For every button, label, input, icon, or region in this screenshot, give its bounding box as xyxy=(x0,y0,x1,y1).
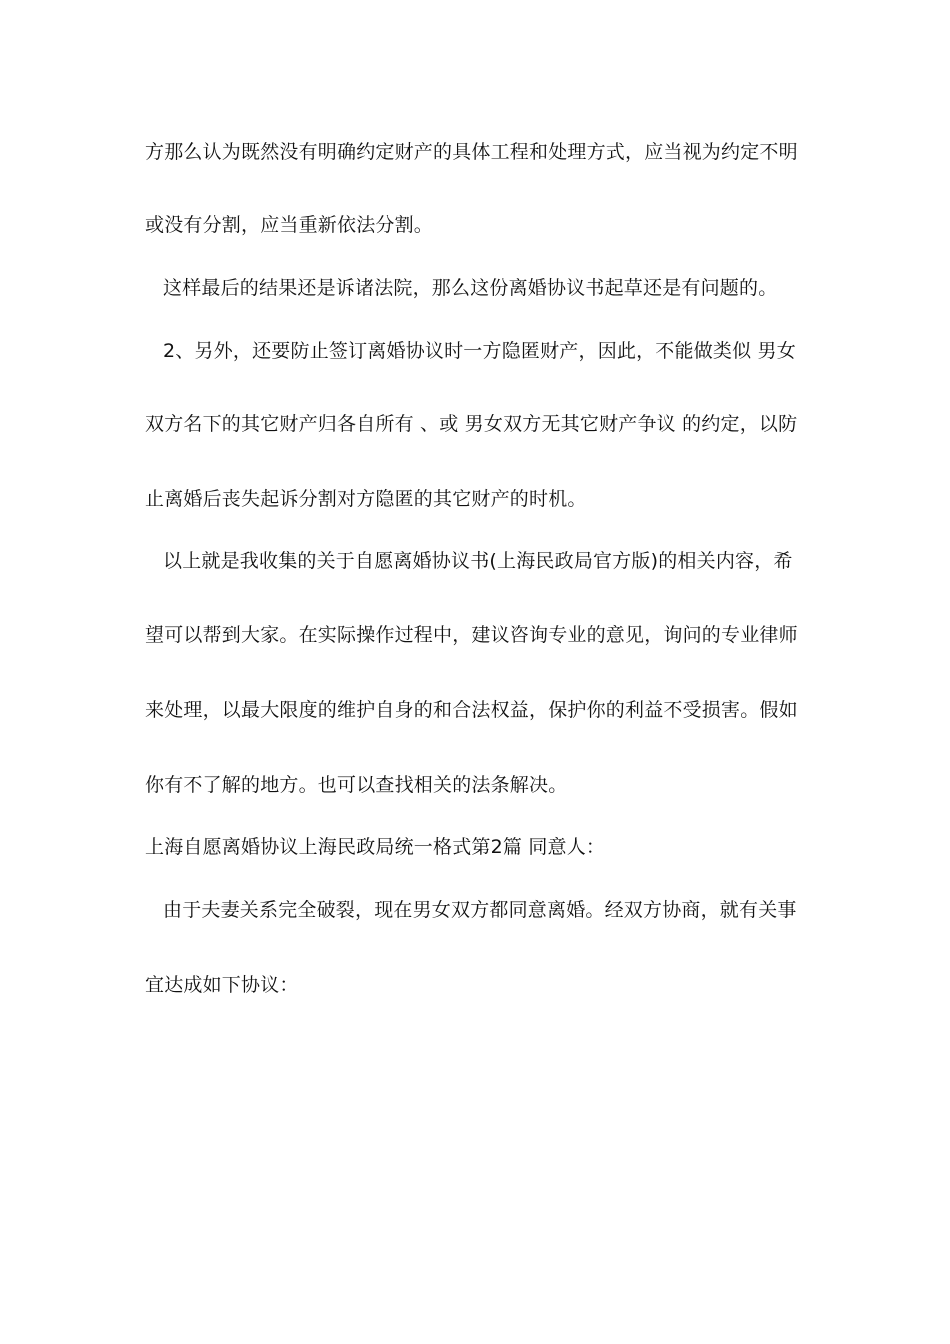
section-heading-line: 上海自愿离婚协议上海民政局统一格式第2篇 同意人： xyxy=(145,836,606,858)
paragraph-line: 宜达成如下协议： xyxy=(145,974,299,996)
paragraph-line: 止离婚后丧失起诉分割对方隐匿的其它财产的时机。 xyxy=(145,488,587,510)
paragraph-line: 这样最后的结果还是诉诸法院，那么这份离婚协议书起草还是有问题的。 xyxy=(163,277,778,299)
paragraph-line: 望可以帮到大家。在实际操作过程中，建议咨询专业的意见，询问的专业律师 xyxy=(145,624,798,646)
paragraph-line: 双方名下的其它财产归各自所有 、或 男女双方无其它财产争议 的约定，以防 xyxy=(145,413,798,435)
paragraph-line: 以上就是我收集的关于自愿离婚协议书(上海民政局官方版)的相关内容，希 xyxy=(163,550,793,572)
paragraph-line: 方那么认为既然没有明确约定财产的具体工程和处理方式，应当视为约定不明 xyxy=(145,141,798,163)
paragraph-line: 你有不了解的地方。也可以查找相关的法条解决。 xyxy=(145,774,568,796)
paragraph-line: 或没有分割，应当重新依法分割。 xyxy=(145,214,434,236)
paragraph-line: 2、另外，还要防止签订离婚协议时一方隐匿财产，因此，不能做类似 男女 xyxy=(163,340,796,362)
paragraph-line: 来处理，以最大限度的维护自身的和合法权益，保护你的利益不受损害。假如 xyxy=(145,699,798,721)
paragraph-line: 由于夫妻关系完全破裂，现在男女双方都同意离婚。经双方协商，就有关事 xyxy=(163,899,797,921)
